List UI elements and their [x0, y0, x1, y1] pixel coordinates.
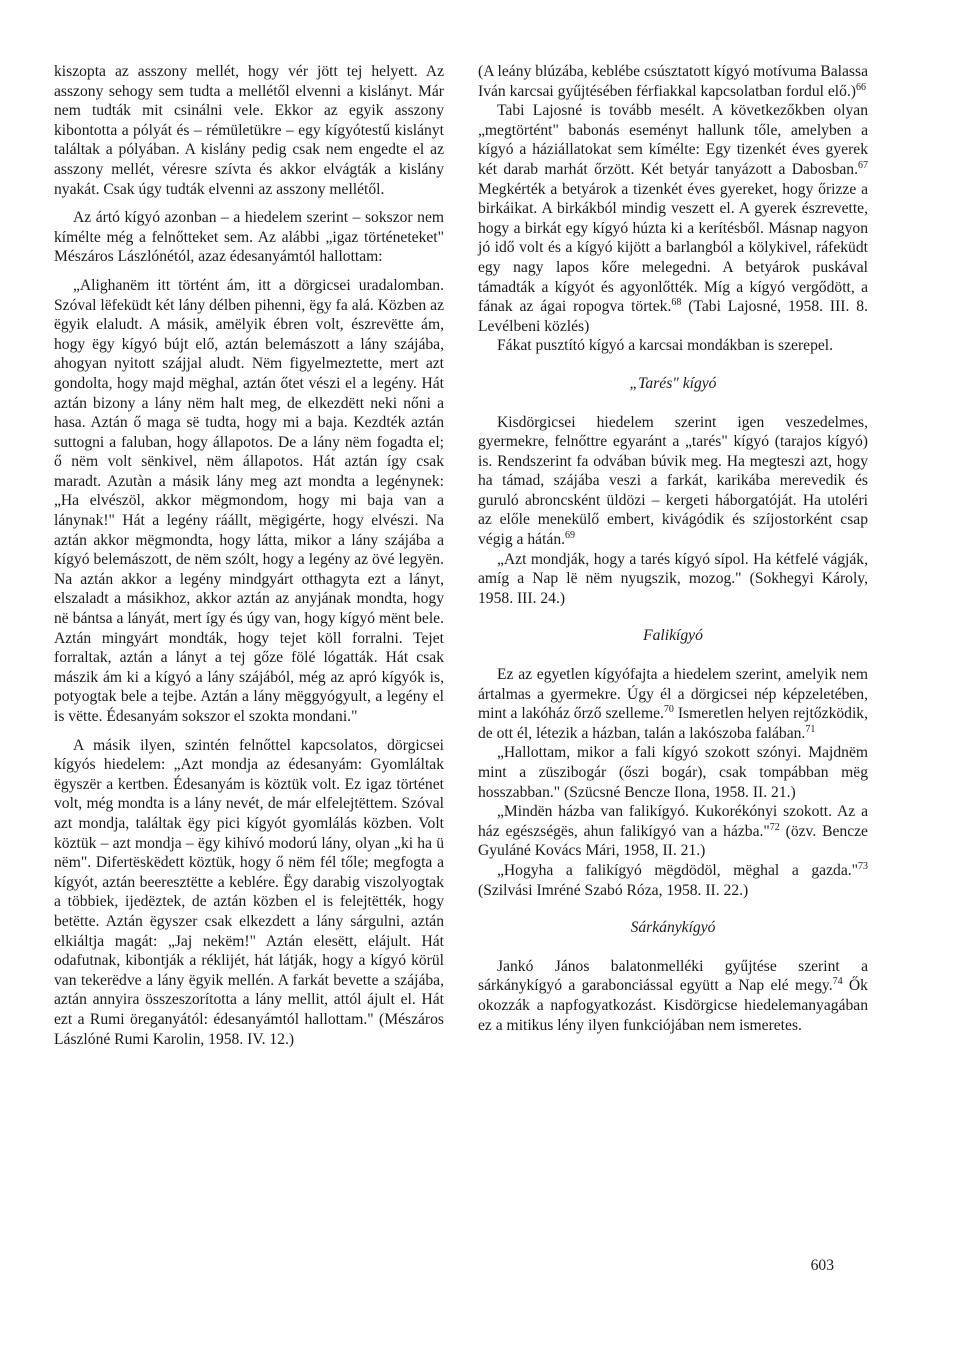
section-heading-tares: „Tarés" kígyó — [629, 374, 717, 392]
section-heading-sarkanykigyo: Sárkánykígyó — [630, 919, 716, 937]
footnote-ref: 74 — [832, 976, 843, 988]
paragraph: Tabi Lajosné is tovább mesélt. A következőkben olyan „megtörtént" babonás eseményt hallunk tőle, amelyben a kígyó a háziállatokat sem kímélte: Egy tizenkét éves gyerek két darab marhát őrzött. Két betyár tanyázott a Dabosban.$^{67}$ Megkérték a betyárok a tizenkét éves gyereket, hogy őrizze a birkáikat. A birkákból mindig veszett el. A gyerek észrevette, hogy a birkát egy kígyó húzta ki a kerítésből. Másnap nagyon jó idő volt és a kígyó kijött a barlangból a kölykivel, ráfeküdt egy nagy lapos kőre melegedni. A betyárok puskával támadták a kígyót és agyonlőtték. Míg a kígyó vergődött, a fának az ágai ropogva törtek.$^{68}$ (Tabi Lajosné, 1958. III. 8. Levélbeni közlés) — [478, 102, 868, 335]
quoted-story-paragraph: „Alighanëm itt történt ám, itt a dörgicsei uradalomban. Szóval lëfeküdt két lány délben pihenni, ëgy fa alá. Közben az ëgyik elaludt. A másik, amëlyik ébren volt, észrevëtte ám, hogy ëgy kígyó bújt elő, aztán belemászott a lány szájába, ahogyan nyitott szájjal aludt. Nëm figyelmeztette, mert azt gondolta, hogy majd mëghal, aztán őtet vészi el a legény. Hát aztán bizony a lány nëm halt meg, de elkezdëtt neki nőni a hasa. Aztán ő maga së tudta, hogy mi a baja. Kezdték aztán suttogni a faluban, hogy állapotos. De a lány nëm fogadta el; ő nëm volt sënkivel, nëm állapotos. Hát aztán így csak maradt. Azutàn a másik lány meg azt mondta a legénynek: „Ha elvészöl, akkor mëgmondom, hogy mi baja van a lánynak!" Hát a legény ráállt, mëgigérte, hogy elvészi. Na aztán akkor mëgmondta, hogy látta, mikor a lány szájába a kígyó belemászott, de nëm szólt, hogy a legény az övé legyën. Na aztán akkor a legény mindgyárt otthagyta ezt a lányt, elszaladt a másikhoz, akkor aztán az anyjának mondta, hogy në bántsa a lányát, mert így és úgy van, hogy kígyó mënt bele. Aztán mingyárt mondták, hogy tejet köll forralni. Tejet forraltak, aztán a lányt a tej gőze fölé lógatták. Hát csak mászik ám ki a kígyó a lány szájából, még az apró kígyók is, potyogtak bele a tejbe. Aztán a lány mëggyógyult, a legény el is vëtte. Édesanyám sokszor el szokta mondani." — [54, 276, 444, 725]
paragraph: „Hogyha a falikígyó mëgdödöl, mëghal a gazda."$^{73}$ (Szilvási Imréné Szabó Róza, 1958. II. 22.) — [478, 860, 868, 899]
section-heading-falikigyo: Falikígyó — [643, 627, 703, 645]
paragraph: A másik ilyen, szintén felnőttel kapcsolatos, dörgicsei kígyós hiedelem: „Azt mondja az édesanyám: Gyomláltak ëgyszër a kertben. Édesanyám is köztük volt. Ez igaz történet volt, még mondta is a lány nevét, de már elfelejtëttem. Szóval azt mondja, találtak ëgy pici kígyót gyomlálás közben. Volt köztük – azt mondja – ëgy kihívó modorú lány, olyan „ki ha ü nëm". Difertëskëdett köztük, hogy ő nëm fél tőle; megfogta a kígyót, aztán beeresztëtte a keblére. Ëgy darabig viszolyogtak a többiek, ijedëztek, de aztán közben el is felejtëtték, hogy betëtte. Aztán ëgyszer csak elkezdett a lány sárgulni, aztán elkiáltja magát: „Jaj nekëm!" Aztán elesëtt, elájult. Hát odafutnak, kibontják a réklijét, hát látják, hogy a kígyó körül van tekerëdve a lány ëgyik mellén. A farkát bevette a szájába, aztán annyira összeszorította a lány mellit, attól ájult el. Hát ezt a Rumi öreganyától: édesanyámtól hallottam." (Mészáros Lászlóné Rumi Karolin, 1958. IV. 12.) — [54, 736, 444, 1048]
footnote-ref: 67 — [858, 159, 868, 171]
page-number: 603 — [810, 1257, 834, 1274]
paragraph: Jankó János balatonmelléki gyűjtése szerint a sárkánykígyó a garabonciással együtt a Nap elé megy.$^{74}$ Ők okozzák a napfogyatkozást. Kisdörgicse hiedelemanyagában ez a mitikus lény ilyen funkciójában nem ismeretes. — [478, 957, 868, 1034]
left-column — [54, 62, 444, 1049]
paragraph: Az ártó kígyó azonban – a hiedelem szerint – sokszor nem kímélte még a felnőtteket sem. Az alábbi „igaz történeteket" Mészáros Lászlónétól, azaz édesanyámtól hallottam: — [54, 209, 444, 266]
footnote-ref: 73 — [858, 860, 868, 872]
footnote-ref: 69 — [565, 529, 576, 541]
paragraph: Kisdörgicsei hiedelem szerint igen veszedelmes, gyermekre, felnőttre egyaránt a „tarés" kígyó (tarajos kígyó) is. Rendszerint fa odvában búvik meg. Ha megteszi azt, hogy ha támad, szájába veszi a farkát, karikába merevedik és guruló abroncsként üldözi – kergeti háborgatóját. Ha utoléri az előle menekülő embert, kivágódik és szíjostorként csap végig a hátán.$^{69}$ — [478, 413, 868, 549]
footnote-ref: 71 — [805, 723, 816, 735]
footnote-ref: 72 — [769, 821, 780, 833]
footnote-ref: 70 — [663, 704, 674, 716]
paragraph: „Hallottam, mikor a fali kígyó szokott szónyi. Majdnëm mint a züszibogár (őszi bogár), csak tompábban mëg hosszabban." (Szücsné Bencze Ilona, 1958. II. 21.) — [478, 744, 868, 801]
paragraph: Fákat pusztító kígyó a karcsai mondákban is szerepel. — [497, 337, 834, 355]
paragraph: „Azt mondják, hogy a tarés kígyó sípol. Ha kétfelé vágják, amíg a Nap lë nëm nyugszik, mozog." (Sokhegyi Károly, 1958. III. 24.) — [478, 550, 868, 607]
footnote-ref: 66 — [856, 81, 866, 93]
paragraph: Ez az egyetlen kígyófajta a hiedelem szerint, amelyik nem ártalmas a gyermekre. Úgy él a dörgicsei nép képzeletében, mint a lakóház őrző szelleme.$^{70}$ Ismeretlen helyen rejtőzködik, de ott él, létezik a házban, talán a lakószoba falában.$^{71}$ — [478, 666, 868, 742]
paragraph: (A leány blúzába, keblébe csúsztatott kígyó motívuma Balassa Iván karcsai gyűjtésében férfiakkal kapcsolatban fordul elő.)$^{66}$ — [478, 63, 868, 100]
paragraph: kiszopta az asszony mellét, hogy vér jött tej helyett. Az asszony sehogy sem tudta a mellétől elvenni a kislányt. Már nem tudták mit csinálni vele. Ekkor az egyik asszony kibontotta a pólyát és – rémületükre – egy kígyótestű kislányt találtak a pólyában. A kislány pedig csak nem engedte el az asszony mellét, véresre szívta és akkor elvágták a kislány nyakát. Csak úgy tudták elvenni az asszony mellétől. — [54, 63, 444, 198]
paragraph: „Mindën házba van falikígyó. Kukorékónyi szokott. Az a ház egészségës, ahun falikígyó van a házba."$^{72}$ (özv. Bencze Gyuláné Kovács Mári, 1958, II. 21.) — [478, 803, 868, 860]
right-column — [478, 62, 868, 1035]
footnote-ref: 68 — [671, 296, 682, 308]
